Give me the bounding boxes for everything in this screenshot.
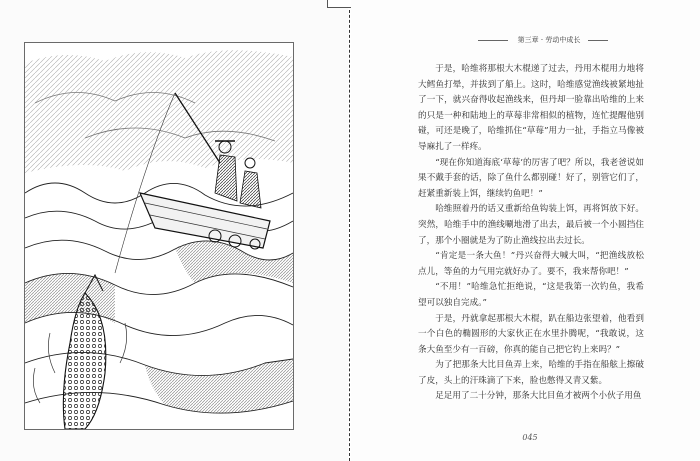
paragraph: 于是，丹就拿起那根大木棍，趴在船边张望着，他看到一个白色的椭圆形的大家伙正在水里扑腾呢，“我敢说，这条大鱼至少有一百磅，你真的能自己把它钓上来吗？” [418,313,644,355]
paragraph: 为了把那条大比目鱼弄上来，哈维的手指在船舷上擦破了皮，头上的汗珠滴了下来，脸也憋得又青又紫。 [418,360,644,386]
chapter-title: 第三章 · 劳动中成长 [517,36,581,44]
left-page [0,0,348,461]
fishing-boat-illustration [25,43,293,429]
running-header [478,35,608,45]
illustration [24,42,294,430]
paragraph: “肯定是一条大鱼！”丹兴奋得大喊大叫，“把渔线放松点儿，等鱼的力气用完就好办了。要不，我来帮你吧！” [418,251,644,277]
gutter-line [349,0,350,461]
paragraph: “不用！”哈维急忙拒绝说，“这是我第一次钓鱼，我希望可以独自完成。” [418,282,644,308]
page-number: 045 [522,433,538,442]
header-rule-right [588,40,608,41]
body-text [418,62,644,422]
paragraph: “现在你知道海底‘草莓’的厉害了吧？所以，我老爸说如果不戴手套的话，除了鱼什么都别碰！好了，别管它们了，赶紧重新装上饵，继续钓鱼吧！” [418,157,644,199]
header-rule-left [478,40,508,41]
paragraph: 足足用了二十分钟，那条大比目鱼才被两个小伙子用鱼 [435,391,642,402]
paragraph: 哈维照着丹的话又重新给鱼钩装上饵，再将饵放下好。突然，哈维手中的渔线唰地滑了出去，最后被一个小圆挡住了，那个小圈就是为了防止渔线拉出去过长。 [418,204,644,246]
paragraph: 于是，哈维将那根大木棍递了过去，丹用木棍用力地将大鳕鱼打晕，并拔到了船上。这时，哈维感觉渔线被紧地扯了一下，就兴奋得收起渔线来，但丹却一脸靠出哈维的上来的只是一种和陆地上的草莓非常相似的植物，连忙提醒他别碰，可还是晚了，哈维抓住“草莓”用力一扯，手指立马像被导麻扎了一样疼。 [418,64,644,152]
